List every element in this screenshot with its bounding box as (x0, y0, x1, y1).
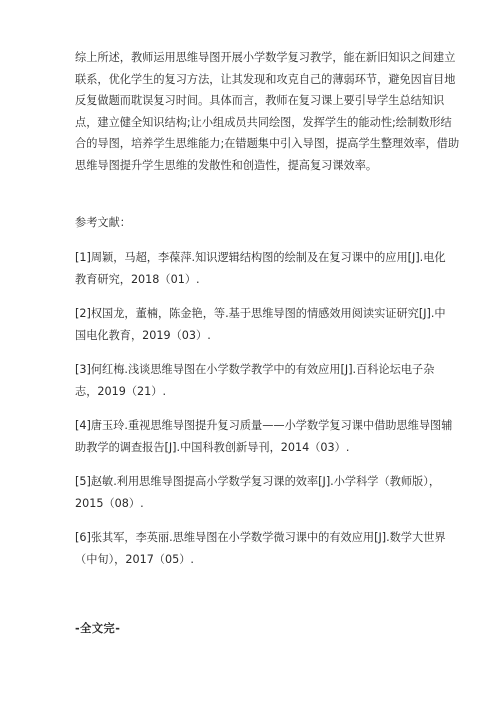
paragraph-line: 综上所述，教师运用思维导图开展小学数学复习教学，能在新旧知识之间建立 (75, 51, 456, 64)
reference-line: [2]权国龙，董楠，陈金艳，等.基于思维导图的情感效用阅读实证研究[J].中 (75, 307, 446, 320)
reference-line: 助教学的调查报告[J].中国科教创新导刊，2014（03）. (75, 440, 350, 454)
reference-line: [3]何红梅.浅谈思维导图在小学数学教学中的有效应用[J].百科论坛电子杂 (75, 363, 435, 376)
reference-line: [4]唐玉玲.重视思维导图提升复习质量——小学数学复习课中借助思维导图辅 (75, 419, 453, 432)
reference-line: 2015（08）. (75, 496, 144, 510)
paragraph-line: 联系，优化学生的复习方法，让其发现和攻克自己的薄弱环节，避免因盲目地 (75, 72, 456, 86)
paragraph-line: 反复做题而耽误复习时间。具体而言，教师在复习课上要引导学生总结知识 (75, 94, 445, 107)
reference-item (75, 303, 446, 346)
reference-line: [1]周颖，马超，李葆萍.知识逻辑结构图的绘制及在复习课中的应用[J].电化 (75, 251, 446, 264)
reference-line: 国电化教育，2019（03）. (75, 328, 211, 342)
reference-line: 教育研究，2018（01）. (75, 272, 200, 286)
references-heading: 参考文献： (75, 216, 131, 229)
reference-item (75, 415, 453, 458)
reference-item (75, 247, 446, 290)
reference-line: 志，2019（21）. (75, 384, 167, 398)
paragraph-line: 点，建立健全知识结构;让小组成员共同绘图，发挥学生的能动性;绘制数形结 (75, 115, 452, 129)
paragraph-line: 思维导图提升学生思维的发散性和创造性，提高复习课效率。 (75, 158, 378, 172)
end-of-document-marker: -全文完- (75, 622, 121, 635)
reference-item (75, 527, 446, 570)
reference-item (75, 471, 441, 514)
paragraph-line: 合的导图，培养学生思维能力;在错题集中引入导图，提高学生整理效率，借助 (75, 137, 460, 150)
reference-line: （中旬），2017（05）. (75, 552, 194, 566)
reference-item (75, 359, 435, 402)
reference-line: [6]张其军，李英丽.思维导图在小学数学微习课中的有效应用[J].数学大世界 (75, 531, 446, 544)
body-paragraph (75, 47, 460, 176)
reference-line: [5]赵敏.利用思维导图提高小学数学复习课的效率[J].小学科学（教师版）， (75, 475, 441, 488)
